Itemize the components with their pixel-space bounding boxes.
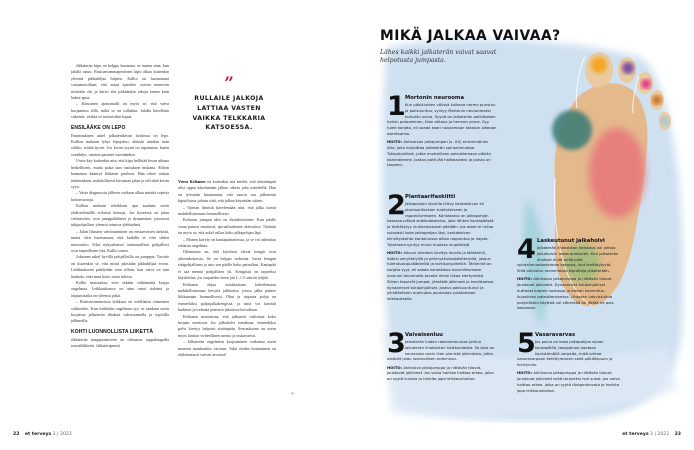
- item-number: 1: [387, 91, 406, 122]
- continue-marker: »: [291, 391, 295, 397]
- item-body: Jalkaterän lihaksiston heikkous voi johtaa jalkaholvin laskeutumiseen. Kun jalkaterän lihakset eivät enää pidä spiraalimuodostelmaa kasassa, luut levittäytyvät. Siitä aiheutuu monenlaisia kiputiloja jalkaterään.: [517, 245, 619, 274]
- paragraph: Veera Keltanen on kuitenkin sitä mieltä, että tärkeämpää olisi oppia käyttämään jalkaa oikein joka askeleella. Hän on työssään huomannut, että suurin osa jalkaterän kiputiloista johtuu siitä, että jalkaa käytetään väärin.: [178, 179, 276, 204]
- right-page: [347, 0, 694, 450]
- paragraph: Kallion mukaan tehokkain apu saadaan usein yhdistelemällä erilaisia keinoja. Jos kyseessä on jalan virheasento, ovat jumppaliikkeet ja dynaamiset, joustavat tukipohjalliset yleensä toimiva yhdistelmä.: [71, 203, 169, 228]
- condition-item: [387, 328, 497, 385]
- paragraph: Keltasen jumpan idea on yksinkertainen: Kun jalalle varaa painoa tasaisesti, spiraalirakenne aktivoituu. Tärkeää on myös se, että askel rullaa koko jalkapohjan läpi.: [178, 217, 276, 236]
- item-treatment: HOITO: Alkuun oireiden lievitys levolla ja lääkkeillä, lisäksi venyttelyillä ja pehmytkudoskäsittelyillä, joskus tulehduskipulääkkeillä ja kortisonipiikeillä. Tärkeintä on korjata syyt, eli saada kantakalvo kuormittumaan luonnon toivomalla tavalla ilman liikaa kiertymistä. Siihen tepsivät jumpat, jämäkät jalkineet ja tarvittaessa dynaamiset tukipohjalliset. Joskus paksuuntunut ja ylimääräinen arpikudos joudutaan poistamaan leikkauksella.: [387, 249, 494, 302]
- paragraph: – Vasta diagnoosin jälkeen voidaan alkaa miettiä sopivia hoitomuotoja.: [71, 190, 169, 202]
- paragraph: Olennaista on, että käytössä olevat kengät ovat oikeankokoisia. Se on helppo tarkistaa. Irrota kengän sisäpohjallinen ja astu sen päälle koko painollasi. Kantapää ei saa mennä pohjallisen yli. Kengässä on tarpeeksi käyttötilaa, jos varpaiden eteen jää 1–1,5 senttiä tyhjää.: [178, 249, 276, 281]
- condition-item: [387, 190, 497, 305]
- item-treatment: HOITO: Aktiivoiva jalkajumppa ja riittävän tilavat, joustavat jalkineet. Dynaamiset tukipohjalliset auttavat kaaren nostossa ja oikean kuormituslinjauksen palauttamisessa. Lihasten vahvistuttua pohjallisten käyttöä voi vähentää tai jättää ne pois kokonaan.: [517, 276, 614, 311]
- paragraph: – Rasitusvammoissa leikkaus on todellakin viimeinen vaihtoehto. Kun tiedetään ongelman syy, se saadaan usein korjattua jalkaterän lihaksia vahvistamalla ja sopivilla jalkineilla.: [71, 299, 169, 324]
- pull-quote-text: RULLAILE JALKOJA LATTIAA VASTEN VAIKKA TELKKARIA KATSOESSA.: [192, 95, 266, 132]
- item-body: Jalkapohjan kiputila liittyy kantakalvon eli plantaarifaskian tulehdukseen ja rappeutumiseen. Kantakalvo on jalkapohjan kasassa pitävä sidekudoskalvo, joka lähtee kantapäästä ja levittäytyy viuhkamaisesti päkiään. Jos askel ei rullaa sulavasti koko jalkapohjan läpi, kantakalvon kiinnityskohta kantaluussa alkaa rappeutua ja hajota. Tuloksena syntyy muun muassa luupiikkejä.: [387, 201, 494, 247]
- item-number: 5: [517, 328, 536, 359]
- section-heading: KOHTI LUONNOLLISTA LIIKETTÄ: [71, 328, 154, 335]
- condition-item: [517, 328, 621, 396]
- page-number: 22: [13, 432, 20, 437]
- item-heading: Vasaravarvas: [535, 332, 576, 338]
- paragraph: – Opetan ihmisiä kävelemään niin, että jalka toimii mahdollisimman luonnollisesti.: [178, 204, 276, 217]
- item-heading: Laskeutunut jalkaholvi: [537, 238, 605, 244]
- magazine-name: et terveys: [24, 432, 52, 437]
- pull-quote: [186, 74, 272, 133]
- item-heading: Vaivaisenluu: [405, 332, 443, 338]
- interviewee-name: Veera Keltanen: [178, 179, 206, 184]
- paragraph: Keltanen muistuttaa, että jalkaterä vaikuttaa koko kropan asentoon. Jos jalkaholvi romahtaa, esimerkiksi polvi kiertyy helposti sisäänpäin. Seurauksena on usein myös lantion virheellinen asento ja niskavaivat.: [178, 313, 276, 338]
- article-column-2: [178, 179, 276, 358]
- paragraph: Keltanen ohjaa asiakkaitaan kokeilemaan mahdollisimman kevyitä jalkineita, joissa jalka pääsee liikkumaan luonnollisesti. Ohut ja taipuisa pohja on esimerkiksi paljasjalkakengissä, ja niitä voi käyttää harkiten ja treenata pienissä jaksoissa kerrallaan.: [178, 281, 276, 313]
- item-number: 2: [387, 190, 406, 221]
- item-body: Jos paino on koko jalkapohjan sijaan kantapäillä, tasapainoa haetaan kipristämällä varpaita, mikä johtaa vasaravarpaan kehittymiseen sekä päkiäkipuun ja hiertymiin.: [517, 339, 613, 368]
- page-footer-right: [622, 432, 681, 437]
- paragraph: Jalkaterän kipu on helppo huomata: se tuntuu aina, kun jalalla astuu. Rasitusvammaperäinen kipu alkaa kuitenkin yleensä pikkuhiljaa hiipien. Kallio on huomannut vastaanotollaan, että moni ajattelee vaivan menevän itsestään ohi ja kärsii sitä pitkäänkin aikoja ennen kuin hakee apua.: [71, 63, 169, 101]
- article-column-1: [71, 63, 169, 350]
- paragraph: Jokainen askel hyvillä pohjallisilla on jumppaa. Tavoite on kuitenkin se, että niistä päästään pikkuhiljaa eroon. Leikkaukseen päädytään vain silloin, kun vaiva on niin hankala, ettei muu hoito tuota tulosta.: [71, 254, 169, 279]
- condition-item: [517, 234, 621, 314]
- item-number: 3: [387, 328, 406, 359]
- paragraph: Kallio muistuttaa, ettei sekään välttämättä korjaa ongelmaa. Leikkauksessa on aina omat riskinsä ja toipumisaika on yleensä pitkä.: [71, 280, 169, 298]
- treatment-label: HOITO:: [387, 249, 403, 255]
- paragraph: Ensimmäinen askel jalkateräkivun hoidossa on lepo. Kallion mukaan lyhyt lepojakso, alukski ainakin noin viikko, riittää hyvin. Jos kivun syynä on tapaturma, kuten venähdys, vamma paranee itsestäänkin.: [71, 132, 169, 157]
- paragraph: Jalkaterän jumppaamiseen on olemassa roppakaupalla tasmäliikkeitä. Jalkaterapeutti: [71, 336, 169, 349]
- issue-number: 3 | 2022: [52, 432, 72, 437]
- page-number: 23: [674, 432, 681, 437]
- page-footer-left: [13, 432, 72, 437]
- issue-number: 3 | 2022: [650, 432, 670, 437]
- treatment-label: HOITO:: [387, 364, 403, 370]
- item-body: Kun päkiäluiden välissä kulkeva hermo puristuu ja paksuuntuu, syntyy Mortonin neuroomaksi kutsuttu vaiva. Syynä on jalkaterän poikittaisen holvin putoaminen, tilan ahtaus ja hermon pinne. Syy tulee korjata, eli saada kaari nousemaan takaisin oikeaan asentoonsa.: [387, 102, 497, 136]
- page-title: MIKÄ JALKAA VAIVAA?: [380, 28, 561, 44]
- item-heading: Plantaarifaskiitti: [405, 194, 456, 200]
- paragraph: – Jalan lihasten vahvistaminen on ensiarvoisen tärkeää, mutta olen huomannut, että kaikilla ei riitä siihen motivaatio. Siksi nykyaikaiset toiminnalliset pohjalliset ovat tarpeellinen lisä, Kallio sanoo.: [71, 228, 169, 253]
- treatment-label: HOITO:: [517, 370, 533, 376]
- magazine-name: et terveys: [622, 432, 649, 437]
- quote-mark-icon: ”: [224, 74, 234, 94]
- paragraph: – Jalkaterän ongelmien korjaaminen vaikuttaa usein moneen muuhunkin vaivaan. Siksi niiden hoitaminen on ehdottomasti vaivan arvoista!: [178, 339, 276, 357]
- item-treatment: HOITO: Aktiivoiva jalkajumppa ja riittävän tilavat, joustavat jalkineet sekä tarpeeksi isot sukat. Jos vaiva haittaa arkea, jalka on syytä röntgenkuvata ja harkita jopa leikkaushoitoa.: [517, 370, 620, 393]
- item-treatment: HOITO: Aktivoiva jalkajumppa ja riittävän tilavat, joustavat jalkineet. Jos vaiva haittaa haittaa arkea, jalka on syytä kuvata ja harkita jopa leikkaushoitoa.: [387, 364, 494, 382]
- paragraph: – Klassinen ajatusmalli on myös se, että vaiva korjaantuu sillä, mikä se on tullutkin. Jalalla kävellään sitkeästi, vaikka se tuottaisikin kipua.: [71, 101, 169, 120]
- item-heading: Mortonin neurooma: [405, 95, 465, 101]
- page-subtitle: Lähes kaikki jalkaterän vaivat saavat helpotusta jumpasta.: [380, 49, 497, 64]
- item-number: 4: [517, 234, 536, 265]
- treatment-label: HOITO:: [387, 139, 403, 145]
- item-treatment: HOITO: Aktivoivan jalkajumpan (s. XX) ensimmäinen liike, joka harjoittaa jalkaterän spiraalimuotoa. Tukipohjalliset, jotka muotoillaan palauttamaan päkiän kaarirakenne. Joskus patti jää haittaavaksi ja poisto on tarpeen.: [387, 139, 492, 168]
- section-heading: ENSILÄÄKE ON LEPO: [71, 124, 126, 131]
- condition-item: [387, 91, 497, 171]
- item-body: Jalkaterän luiden rakennemuutos johtuu jalkaterän lihaksiston heikkoudesta. Se taas on seurausta usein liian pienistä jalkineista, jotka estävät jalan luonnollisen toiminnan.: [387, 339, 495, 362]
- paragraph: Usein käy kuitenkin niin, että kipu hellittää levon aikana hetkellisesti, mutta palaa taas rasituksen mukana. Silloin kannattaa kääntyä lääkärin puoleen. Hän tekee tarkan tutkimuksen, mahdollisesti kuvantaa jalan ja selvittää kivun syyn.: [71, 158, 169, 189]
- treatment-label: HOITO:: [517, 276, 533, 282]
- paragraph: – Monen kävely on kantapainotteista, ja se voi aiheuttaa erilaisia ongelmia.: [178, 236, 276, 249]
